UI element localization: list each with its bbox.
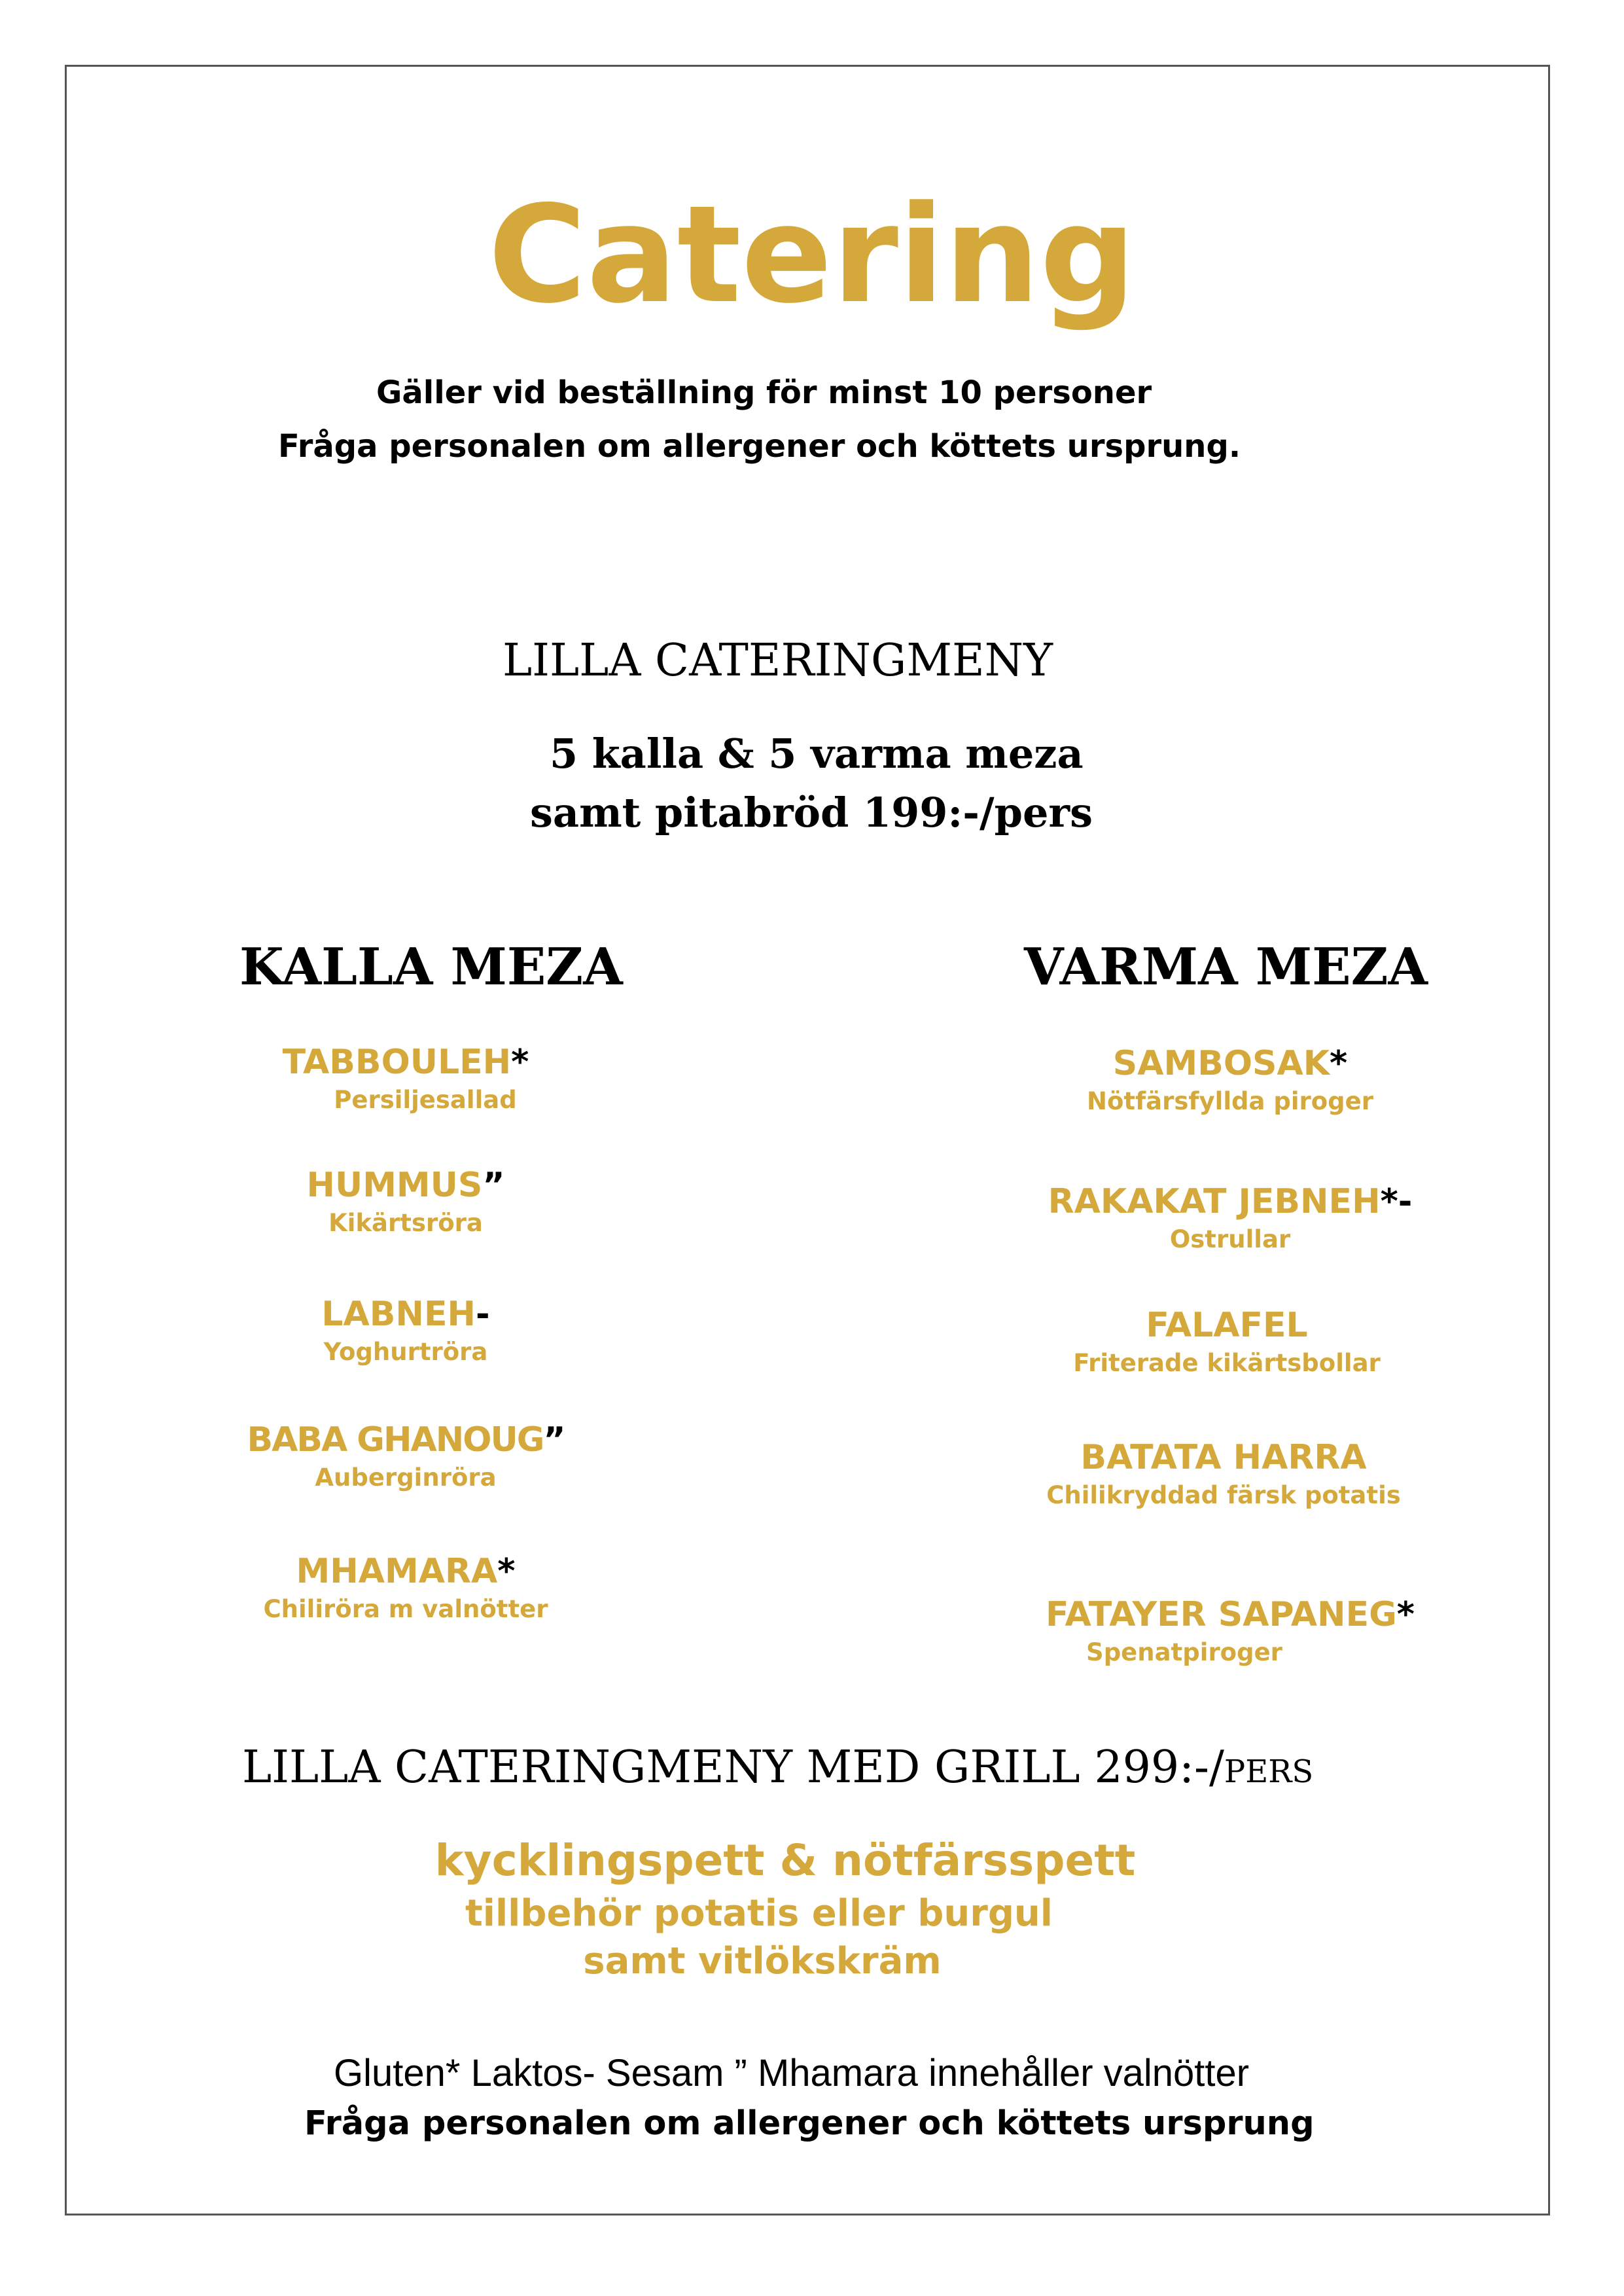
allergen-mark: * — [1330, 1044, 1348, 1083]
dish-description: Auberginröra — [315, 1463, 497, 1492]
grill-line-1: kycklingspett & nötfärsspett — [434, 1835, 1136, 1886]
dish-description: Friterade kikärtsbollar — [1073, 1349, 1381, 1377]
warm-item — [1073, 1304, 1381, 1380]
dish-name: BATATA HARRA — [1080, 1438, 1367, 1477]
cold-item — [321, 1293, 489, 1369]
dish-description: Nötfärsfyllda piroger — [1087, 1087, 1373, 1115]
warm-item — [1087, 1042, 1373, 1118]
allergen-mark: ” — [543, 1420, 565, 1460]
cold-item — [283, 1041, 529, 1117]
dish-description: Chilikryddad färsk potatis — [1046, 1481, 1401, 1509]
grill-menu-heading: LILLA CATERINGMENY MED GRILL 299:-/pers — [242, 1742, 1314, 1793]
warm-meza-heading: VARMA MEZA — [1024, 937, 1428, 997]
cold-item — [264, 1550, 548, 1626]
small-menu-desc-1: 5 kalla & 5 varma meza — [550, 730, 1084, 778]
dish-name: FALAFEL — [1146, 1306, 1308, 1345]
dish-name: FATAYER SAPANEG — [1046, 1595, 1397, 1634]
grill-line-3: samt vitlökskräm — [583, 1940, 942, 1982]
cold-item — [306, 1164, 504, 1240]
dish-name: LABNEH — [321, 1295, 476, 1334]
dish-name: TABBOULEH — [282, 1043, 512, 1082]
warm-item — [1046, 1436, 1401, 1512]
small-menu-desc-2: samt pitabröd 199:-/pers — [530, 789, 1093, 836]
warm-item — [1046, 1593, 1415, 1669]
allergen-mark: ” — [482, 1166, 505, 1205]
dish-name: MHAMARA — [296, 1552, 498, 1591]
allergen-mark: *- — [1380, 1182, 1413, 1221]
dish-name: RAKAKAT JEBNEH — [1048, 1182, 1381, 1221]
allergen-mark: * — [497, 1552, 516, 1591]
allergen-mark: - — [475, 1295, 490, 1334]
grill-line-2: tillbehör potatis eller burgul — [465, 1892, 1053, 1935]
footer-note: Fråga personalen om allergener och köttets ursprung — [304, 2104, 1315, 2143]
small-menu-heading: LILLA CATERINGMENY — [503, 635, 1053, 687]
allergen-mark: * — [511, 1043, 529, 1082]
dish-description: Ostrullar — [1169, 1225, 1291, 1253]
cold-meza-heading: KALLA MEZA — [239, 937, 623, 997]
cold-item — [247, 1418, 564, 1494]
intro-line-1: Gäller vid beställning för minst 10 personer — [376, 374, 1152, 411]
dish-description: Chiliröra m valnötter — [263, 1595, 548, 1623]
page-title: Catering — [488, 177, 1136, 333]
allergen-key: Gluten* Laktos- Sesam ” Mhamara innehåller valnötter — [334, 2052, 1250, 2094]
dish-name: SAMBOSAK — [1112, 1044, 1330, 1083]
dish-description: Yoghurtröra — [323, 1338, 488, 1366]
dish-description: Kikärtsröra — [328, 1209, 483, 1237]
intro-line-2: Fråga personalen om allergener och köttets ursprung. — [278, 428, 1241, 465]
dish-description: Spenatpiroger — [1086, 1638, 1282, 1666]
dish-name: HUMMUS — [306, 1166, 483, 1205]
warm-item — [1048, 1180, 1413, 1256]
allergen-mark: * — [1396, 1595, 1415, 1634]
dish-description: Persiljesallad — [334, 1086, 517, 1114]
dish-name: BABA GHANOUG — [247, 1420, 544, 1460]
